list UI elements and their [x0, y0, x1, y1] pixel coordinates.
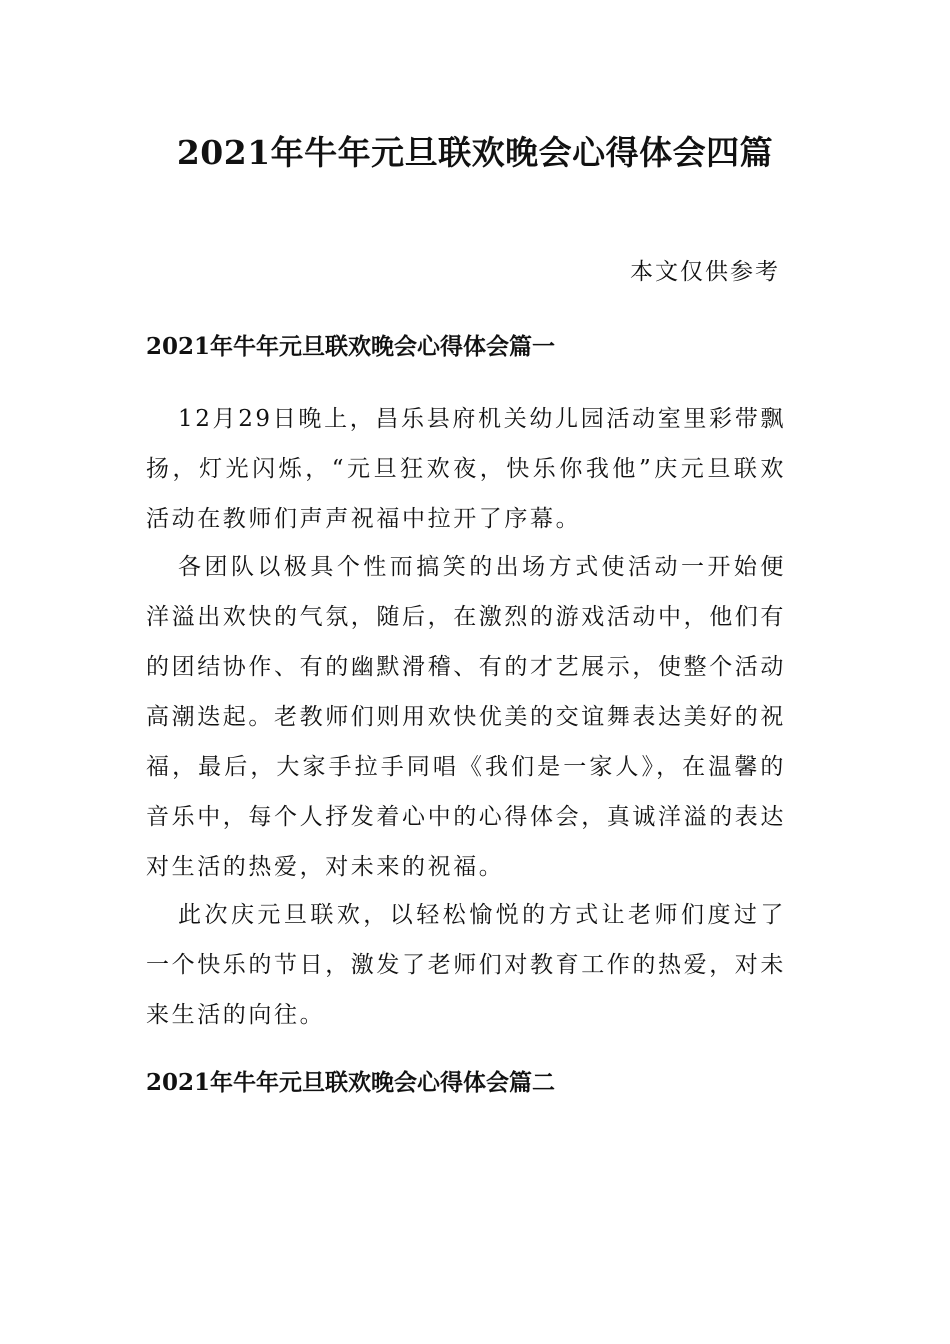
paragraph: 此次庆元旦联欢，以轻松愉悦的方式让老师们度过了一个快乐的节日，激发了老师们对教育工作的热爱，对未来生活的向往。 [146, 902, 786, 1028]
section-heading-1: 2021年牛年元旦联欢晚会心得体会篇一 [146, 333, 556, 360]
section-heading-2: 2021年牛年元旦联欢晚会心得体会篇二 [146, 1069, 556, 1096]
paragraph: 各团队以极具个性而搞笑的出场方式使活动一开始便洋溢出欢快的气氛，随后，在激烈的游戏活动中，他们有的团结协作、有的幽默滑稽、有的才艺展示，使整个活动高潮迭起。老教师们则用欢快优美的交谊舞表达美好的祝福，最后，大家手拉手同唱《我们是一家人》，在温馨的音乐中，每个人抒发着心中的心得体会，真诚洋溢的表达对生活的热爱，对未来的祝福。 [146, 554, 786, 880]
paragraph: 12月29日晚上，昌乐县府机关幼儿园活动室里彩带飘扬，灯光闪烁，“元旦狂欢夜，快乐你我他”庆元旦联欢活动在教师们声声祝福中拉开了序幕。 [146, 406, 786, 532]
document-title: 2021年牛年元旦联欢晚会心得体会四篇 [176, 133, 774, 172]
reference-note: 本文仅供参考 [630, 259, 780, 285]
